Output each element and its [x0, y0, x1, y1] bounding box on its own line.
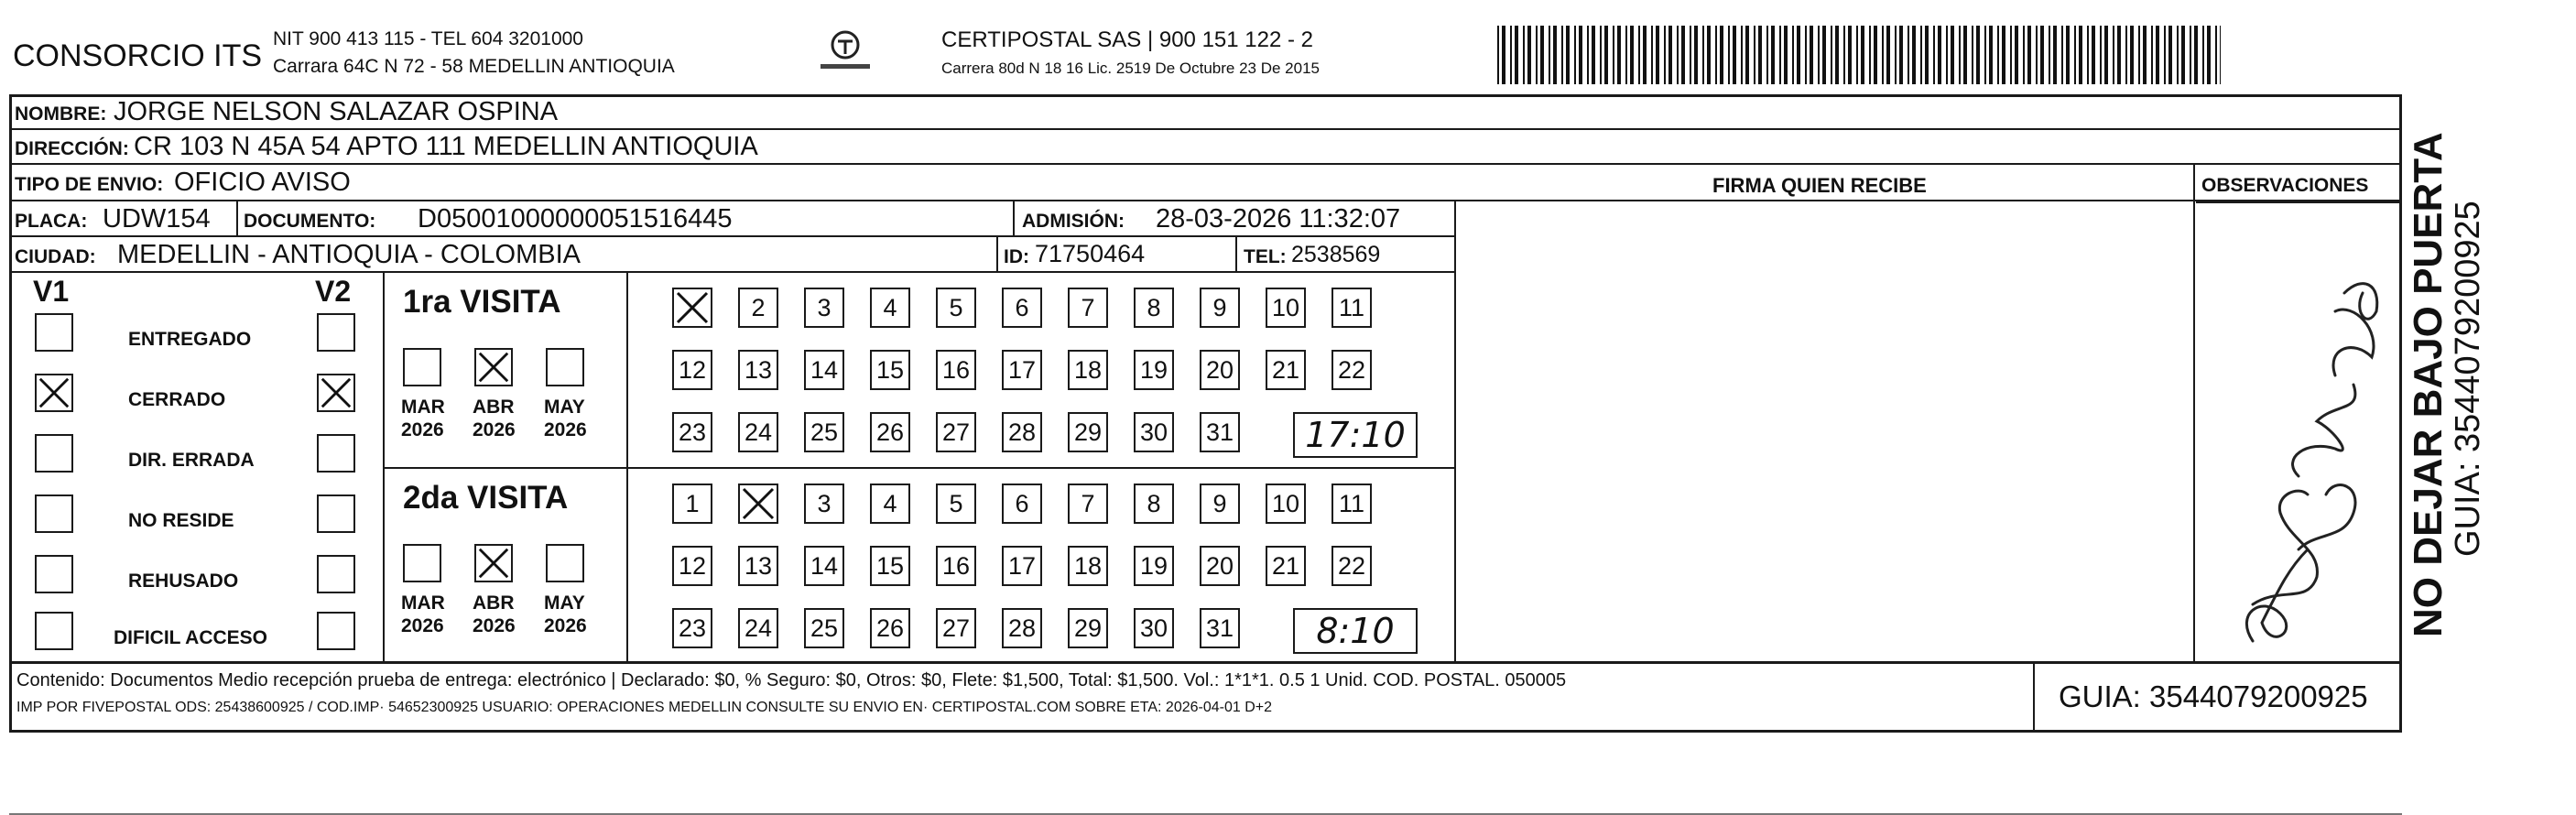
- company-address: Carrara 64C N 72 - 58 MEDELLIN ANTIOQUIA: [273, 56, 675, 77]
- day-box[interactable]: [804, 546, 844, 586]
- company-name: CONSORCIO ITS: [13, 38, 263, 73]
- day-number: 19: [1139, 552, 1168, 580]
- day-box[interactable]: [870, 546, 910, 586]
- tel-value: 2538569: [1291, 242, 1381, 267]
- day-number: 22: [1337, 552, 1366, 580]
- day-number: 23: [678, 614, 707, 642]
- year-label: 2026: [473, 419, 516, 440]
- day-box[interactable]: [1068, 288, 1108, 328]
- day-number: 6: [1015, 490, 1029, 517]
- day-number: 27: [941, 614, 971, 642]
- day-box[interactable]: [1002, 484, 1042, 524]
- year-label: 2026: [473, 615, 516, 636]
- day-box[interactable]: [804, 608, 844, 648]
- day-number: 3: [817, 490, 831, 517]
- day-box[interactable]: [672, 412, 712, 452]
- month-checkbox[interactable]: [546, 348, 584, 386]
- day-box[interactable]: [1068, 608, 1108, 648]
- month-checkbox[interactable]: [546, 544, 584, 582]
- year-label: 2026: [401, 419, 444, 440]
- admision-label: ADMISIÓN:: [1022, 211, 1125, 232]
- day-box[interactable]: [1134, 350, 1174, 390]
- day-number: 20: [1205, 356, 1234, 384]
- v1-header: V1: [33, 275, 70, 308]
- status-v2-checkbox[interactable]: [317, 434, 355, 473]
- v2-header: V2: [315, 275, 352, 308]
- day-box[interactable]: [1200, 412, 1240, 452]
- status-v1-checkbox[interactable]: [35, 434, 73, 473]
- day-number: 26: [875, 614, 905, 642]
- day-box[interactable]: [1134, 412, 1174, 452]
- day-box[interactable]: [1200, 288, 1240, 328]
- day-box[interactable]: [672, 484, 712, 524]
- day-box[interactable]: [936, 546, 976, 586]
- day-box[interactable]: [1134, 288, 1174, 328]
- day-box[interactable]: [936, 350, 976, 390]
- day-box[interactable]: [1331, 546, 1372, 586]
- day-number: 31: [1205, 614, 1234, 642]
- direccion-value: CR 103 N 45A 54 APTO 111 MEDELLIN ANTIOQUIA: [134, 132, 758, 161]
- day-number: 13: [744, 356, 773, 384]
- status-v1-checkbox[interactable]: [35, 612, 73, 650]
- visit-title: 2da VISITA: [403, 480, 569, 516]
- tipo-envio-label: TIPO DE ENVIO:: [15, 174, 164, 195]
- day-number: 21: [1271, 356, 1300, 384]
- courier-line2: Carrera 80d N 18 16 Lic. 2519 De Octubre 23 De 2015: [941, 60, 1320, 77]
- day-box[interactable]: [738, 484, 778, 524]
- status-v2-checkbox[interactable]: [317, 494, 355, 533]
- year-label: 2026: [401, 615, 444, 636]
- visit-time-value: 8:10: [1316, 611, 1395, 651]
- day-number: 31: [1205, 418, 1234, 446]
- day-box[interactable]: [936, 608, 976, 648]
- ciudad-label: CIUDAD:: [15, 246, 96, 267]
- day-number: 16: [941, 356, 971, 384]
- status-v1-checkbox[interactable]: [35, 313, 73, 352]
- day-box[interactable]: [672, 350, 712, 390]
- day-box[interactable]: [804, 484, 844, 524]
- status-label: DIFICIL ACCESO: [114, 627, 268, 648]
- day-box[interactable]: [870, 350, 910, 390]
- day-number: 21: [1271, 552, 1300, 580]
- status-v2-checkbox[interactable]: [317, 313, 355, 352]
- day-box[interactable]: [672, 546, 712, 586]
- side-guia: GUIA: 3544079200925: [2449, 201, 2487, 557]
- day-box[interactable]: [1068, 484, 1108, 524]
- day-box[interactable]: [1002, 350, 1042, 390]
- month-label: ABR: [473, 397, 515, 418]
- day-box[interactable]: [804, 350, 844, 390]
- day-number: 8: [1147, 490, 1161, 517]
- day-box[interactable]: [804, 288, 844, 328]
- day-number: 23: [678, 418, 707, 446]
- status-label: REHUSADO: [128, 570, 239, 592]
- side-no-dejar: NO DEJAR BAJO PUERTA: [2406, 132, 2451, 637]
- observaciones-header: OBSERVACIONES: [2201, 175, 2369, 196]
- day-number: 16: [941, 552, 971, 580]
- year-label: 2026: [544, 615, 587, 636]
- day-number: 8: [1147, 294, 1161, 321]
- day-box[interactable]: [738, 412, 778, 452]
- day-box[interactable]: [1266, 484, 1306, 524]
- month-label: MAR: [401, 397, 445, 418]
- day-number: 12: [678, 552, 707, 580]
- status-label: CERRADO: [128, 389, 226, 410]
- admision-value: 28-03-2026 11:32:07: [1156, 204, 1401, 234]
- day-number: 24: [744, 614, 773, 642]
- day-box[interactable]: [738, 608, 778, 648]
- day-number: 20: [1205, 552, 1234, 580]
- day-number: 25: [810, 418, 839, 446]
- day-box[interactable]: [936, 288, 976, 328]
- tel-label: TEL:: [1244, 246, 1287, 267]
- year-label: 2026: [544, 419, 587, 440]
- month-checkbox[interactable]: [474, 348, 513, 386]
- day-box[interactable]: [1266, 350, 1306, 390]
- day-number: 14: [810, 356, 839, 384]
- day-number: 10: [1271, 294, 1300, 321]
- company-nit: NIT 900 413 115 - TEL 604 3201000: [273, 28, 583, 49]
- month-label: MAY: [544, 397, 585, 418]
- day-box[interactable]: [738, 350, 778, 390]
- day-number: 25: [810, 614, 839, 642]
- month-label: MAR: [401, 592, 445, 614]
- day-number: 15: [875, 356, 905, 384]
- tipo-envio-value: OFICIO AVISO: [174, 168, 351, 197]
- status-label: NO RESIDE: [128, 510, 234, 531]
- status-label: ENTREGADO: [128, 329, 252, 350]
- day-number: 7: [1081, 294, 1095, 321]
- status-v2-checkbox[interactable]: [317, 374, 355, 412]
- day-number: 29: [1073, 418, 1103, 446]
- day-number: 17: [1007, 552, 1037, 580]
- status-v2-checkbox[interactable]: [317, 612, 355, 650]
- day-number: 1: [685, 490, 700, 517]
- day-box[interactable]: [870, 412, 910, 452]
- visit-time-value: 17:10: [1305, 415, 1406, 455]
- day-number: 5: [949, 294, 963, 321]
- day-box[interactable]: [1200, 350, 1240, 390]
- day-box[interactable]: [1002, 608, 1042, 648]
- day-box[interactable]: [672, 288, 712, 328]
- day-number: 18: [1073, 356, 1103, 384]
- courier-line1: CERTIPOSTAL SAS | 900 151 122 - 2: [941, 27, 1313, 52]
- footer-imp: IMP POR FIVEPOSTAL ODS: 25438600925 / COD.IMP· 54652300925 USUARIO: OPERACIONES MEDELLIN CONSULTE SU ENVIO EN· CERTIPOSTAL.COM SOBRE ETA: 2026-04-01 D+2: [16, 700, 1272, 715]
- day-box[interactable]: [1068, 412, 1108, 452]
- day-number: 17: [1007, 356, 1037, 384]
- footer-guia: GUIA: 3544079200925: [2059, 679, 2368, 713]
- day-box[interactable]: [738, 546, 778, 586]
- day-box[interactable]: [1068, 546, 1108, 586]
- day-box[interactable]: [936, 484, 976, 524]
- signature: [2198, 220, 2395, 650]
- day-box[interactable]: [936, 412, 976, 452]
- placa-label: PLACA:: [15, 211, 88, 232]
- month-checkbox[interactable]: [474, 544, 513, 582]
- documento-label: DOCUMENTO:: [244, 211, 376, 232]
- nombre-label: NOMBRE:: [15, 103, 107, 125]
- id-label: ID:: [1004, 246, 1029, 267]
- day-box[interactable]: [1134, 484, 1174, 524]
- day-box[interactable]: [1002, 546, 1042, 586]
- day-box[interactable]: [1002, 288, 1042, 328]
- placa-value: UDW154: [103, 204, 211, 234]
- status-v2-checkbox[interactable]: [317, 555, 355, 593]
- day-box[interactable]: [1200, 608, 1240, 648]
- day-box[interactable]: [1068, 350, 1108, 390]
- day-number: 18: [1073, 552, 1103, 580]
- day-number: 19: [1139, 356, 1168, 384]
- status-label: DIR. ERRADA: [128, 450, 255, 471]
- day-number: 12: [678, 356, 707, 384]
- status-v1-checkbox[interactable]: [35, 555, 73, 593]
- day-box[interactable]: [1266, 288, 1306, 328]
- day-box[interactable]: [1200, 546, 1240, 586]
- footer-contents: Contenido: Documentos Medio recepción prueba de entrega: electrónico | Declarado: $0, % Seguro: $0, Otros: $0, Flete: $1,500, Total: $1,500. Vol.: 1*1*1. 0.5 1 Unid. COD. POSTAL. 050005: [16, 670, 1567, 690]
- month-checkbox[interactable]: [403, 348, 441, 386]
- day-number: 5: [949, 490, 963, 517]
- day-number: 29: [1073, 614, 1103, 642]
- id-value: 71750464: [1035, 240, 1146, 267]
- firma-header: FIRMA QUIEN RECIBE: [1712, 174, 1927, 197]
- day-number: 15: [875, 552, 905, 580]
- day-number: 9: [1212, 294, 1227, 321]
- day-number: 13: [744, 552, 773, 580]
- day-box[interactable]: [738, 288, 778, 328]
- day-box[interactable]: [1134, 546, 1174, 586]
- day-number: 11: [1338, 294, 1365, 321]
- day-box[interactable]: [870, 484, 910, 524]
- visit-title: 1ra VISITA: [403, 284, 561, 320]
- day-number: 28: [1007, 614, 1037, 642]
- day-number: 22: [1337, 356, 1366, 384]
- ciudad-value: MEDELLIN - ANTIOQUIA - COLOMBIA: [117, 240, 581, 269]
- day-number: 4: [883, 490, 897, 517]
- month-label: ABR: [473, 592, 515, 614]
- month-label: MAY: [544, 592, 585, 614]
- day-box[interactable]: [1266, 546, 1306, 586]
- visit-time: [1293, 608, 1418, 654]
- day-number: 6: [1015, 294, 1029, 321]
- day-number: 11: [1338, 490, 1365, 517]
- day-number: 2: [751, 294, 766, 321]
- day-number: 30: [1139, 418, 1168, 446]
- day-box[interactable]: [870, 288, 910, 328]
- day-number: 7: [1081, 490, 1095, 517]
- month-checkbox[interactable]: [403, 544, 441, 582]
- day-number: 14: [810, 552, 839, 580]
- certipostal-logo: [813, 29, 877, 75]
- day-box[interactable]: [672, 608, 712, 648]
- barcode: [1497, 26, 2221, 84]
- day-box[interactable]: [1200, 484, 1240, 524]
- day-box[interactable]: [804, 412, 844, 452]
- day-box[interactable]: [1134, 608, 1174, 648]
- status-v1-checkbox[interactable]: [35, 494, 73, 533]
- day-box[interactable]: [1331, 484, 1372, 524]
- day-number: 3: [817, 294, 831, 321]
- day-number: 4: [883, 294, 897, 321]
- day-box[interactable]: [1002, 412, 1042, 452]
- visit-time: [1293, 412, 1418, 458]
- day-number: 9: [1212, 490, 1227, 517]
- documento-value: D05001000000051516445: [418, 204, 733, 234]
- status-v1-checkbox[interactable]: [35, 374, 73, 412]
- day-box[interactable]: [1331, 350, 1372, 390]
- day-number: 28: [1007, 418, 1037, 446]
- direccion-label: DIRECCIÓN:: [15, 138, 129, 159]
- day-number: 10: [1271, 490, 1300, 517]
- day-number: 26: [875, 418, 905, 446]
- day-number: 27: [941, 418, 971, 446]
- day-box[interactable]: [1331, 288, 1372, 328]
- day-box[interactable]: [870, 608, 910, 648]
- day-number: 30: [1139, 614, 1168, 642]
- nombre-value: JORGE NELSON SALAZAR OSPINA: [114, 97, 559, 126]
- day-number: 24: [744, 418, 773, 446]
